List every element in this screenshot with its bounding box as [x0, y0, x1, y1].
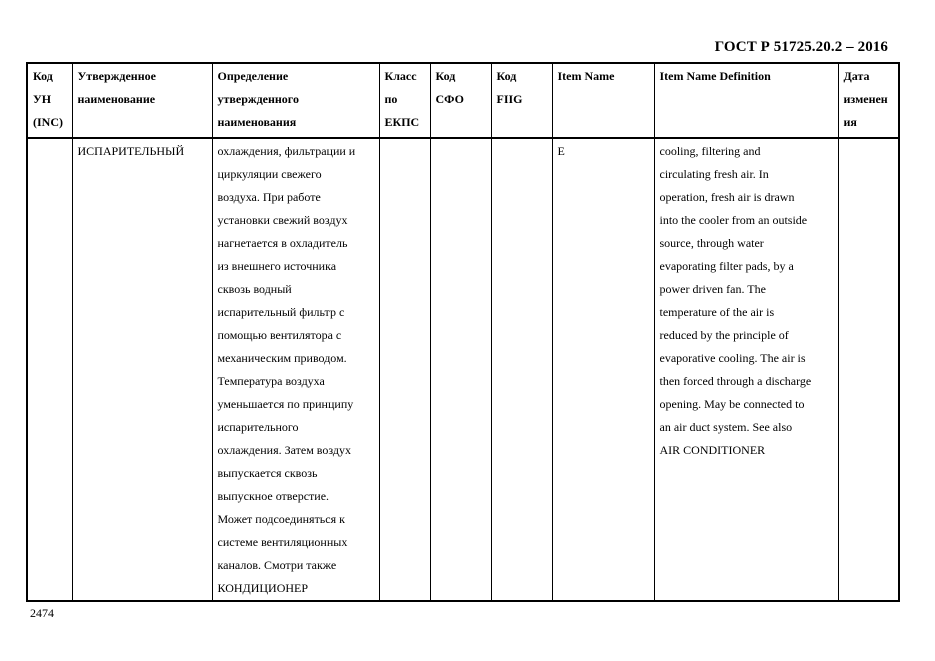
cell-inc [27, 138, 72, 601]
column-header-sfo-code: Код СФО [430, 63, 491, 138]
column-header-item-name-definition: Item Name Definition [654, 63, 838, 138]
cell-change-date [838, 138, 899, 601]
cell-ekps-class [379, 138, 430, 601]
classification-table [26, 62, 900, 602]
page-number: 2474 [30, 606, 54, 620]
cell-fiig-code [491, 138, 552, 601]
column-header-change-date: Дата изменен ия [838, 63, 899, 138]
column-header-ekps-class: Класс по ЕКПС [379, 63, 430, 138]
column-header-inc: Код УН (INC) [27, 63, 72, 138]
table-header-row [27, 63, 899, 138]
column-header-item-name: Item Name [552, 63, 654, 138]
cell-item-name: E [552, 138, 654, 601]
column-header-approved-name: Утвержденное наименование [72, 63, 212, 138]
column-header-fiig-code: Код FIIG [491, 63, 552, 138]
cell-definition: охлаждения, фильтрации и циркуляции свежего воздуха. При работе установки свежий воздух нагнетается в охладитель из внешнего источника сквозь водный испарительный фильтр с помощью вентилятора с механическим приводом. Температура воздуха уменьшается по принципу испарительного охлаждения. Затем воздух выпускается сквозь выпускное отверстие. Может подсоединяться к системе вентиляционных каналов. Смотри также КОНДИЦИОНЕР [212, 138, 379, 601]
table-row [27, 138, 899, 601]
cell-sfo-code [430, 138, 491, 601]
cell-item-name-definition: cooling, filtering and circulating fresh air. In operation, fresh air is drawn into the cooler from an outside source, through water evaporating filter pads, by a power driven fan. The temperature of the air is reduced by the principle of evaporative cooling. The air is then forced through a discharge opening. May be connected to an air duct system. See also AIR CONDITIONER [654, 138, 838, 601]
cell-approved-name: ИСПАРИТЕЛЬНЫЙ [72, 138, 212, 601]
document-standard-header: ГОСТ Р 51725.20.2 – 2016 [714, 39, 888, 55]
column-header-definition: Определение утвержденного наименования [212, 63, 379, 138]
